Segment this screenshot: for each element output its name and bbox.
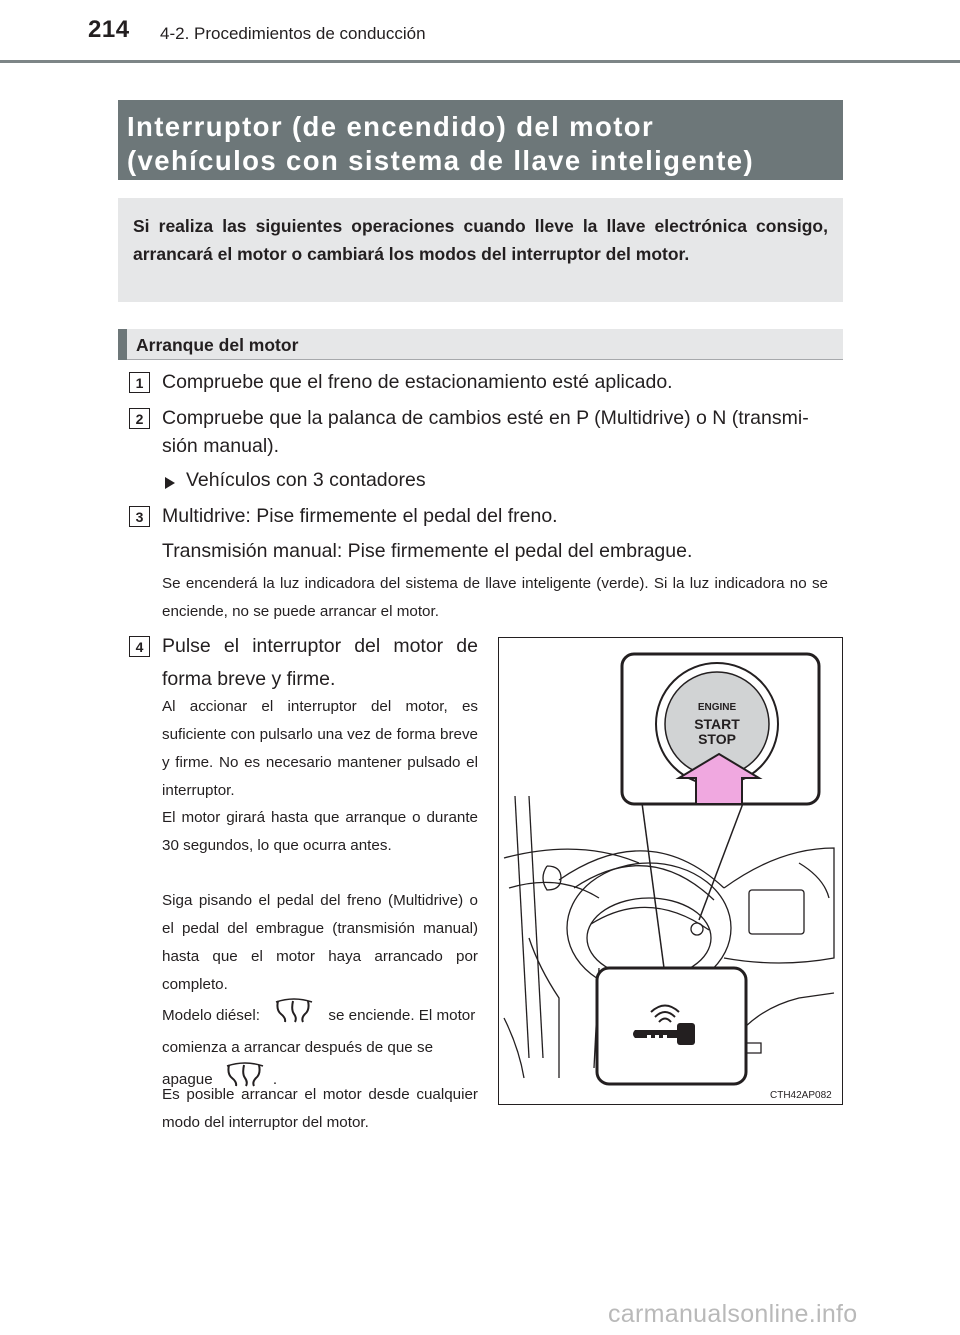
subheading: Arranque del motor	[136, 335, 299, 355]
step-2-line-2: sión manual).	[162, 435, 280, 457]
stop-label: STOP	[698, 731, 736, 747]
step-number-3: 3	[129, 506, 150, 527]
page-title	[127, 110, 842, 178]
step-3-line-1: Multidrive: Pise firmemente el pedal del freno.	[162, 505, 558, 527]
title-line-2: (vehículos con sistema de llave inteligente)	[127, 145, 755, 176]
glow-plug-indicator-icon	[272, 998, 316, 1034]
bullet-arrow-icon	[164, 476, 176, 495]
step-number-1: 1	[129, 372, 150, 393]
intro-text: Si realiza las siguientes operaciones cuando lleve la llave electrónica consigo, arrancará el motor o cambiará los modos del interruptor del motor.	[133, 216, 828, 264]
diesel-label: Modelo diésel:	[162, 1007, 260, 1025]
step-4-para-5: Es posible arrancar el motor desde cualquier modo del interruptor del motor.	[162, 1086, 478, 1131]
step-number-2: 2	[129, 408, 150, 429]
step-2-line-1: Compruebe que la palanca de cambios esté en P (Multidrive) o N (transmi-	[162, 407, 809, 429]
start-label: START	[694, 716, 740, 732]
title-line-1: Interruptor (de encendido) del motor	[127, 111, 655, 142]
watermark: carmanualsonline.info	[608, 1300, 858, 1328]
header-rule	[0, 60, 960, 63]
diesel-text-end: .	[272, 1071, 278, 1089]
step-4-para-1: Al accionar el interruptor del motor, es suficiente con pulsarlo una vez de forma breve y firme. No es necesario mantener pulsado el interruptor.	[162, 698, 478, 799]
step-3-line-2: Transmisión manual: Pise firmemente el pedal del embrague.	[162, 540, 693, 562]
step-4-para-2: El motor girará hasta que arranque o durante 30 segundos, lo que ocurra antes.	[162, 809, 478, 854]
engine-label: ENGINE	[697, 702, 737, 713]
dashboard-illustration	[499, 638, 841, 1103]
figure-frame	[498, 637, 843, 1105]
step-4-text: Pulse el interruptor del motor de forma breve y firme.	[162, 635, 478, 690]
step-4-para-3: Siga pisando el pedal del freno (Multidrive) o el pedal del embrague (transmisión manual) hasta que el motor haya arrancado por completo.	[162, 892, 478, 993]
step-3-note: Se encenderá la luz indicadora del sistema de llave inteligente (verde). Si la luz indicadora no se enciende, no se puede arrancar el motor.	[162, 575, 828, 620]
page-number: 214	[88, 16, 130, 43]
step-1-text: Compruebe que el freno de estacionamiento esté aplicado.	[162, 371, 673, 393]
figure-code: CTH42AP082	[770, 1090, 832, 1101]
bullet-text: Vehículos con 3 contadores	[186, 469, 426, 491]
diesel-text-1: se enciende. El motor comienza a arrancar después de que se apague	[162, 1007, 476, 1089]
section-reference: 4-2. Procedimientos de conducción	[160, 24, 426, 43]
step-number-4: 4	[129, 636, 150, 657]
subheading-accent	[118, 329, 127, 360]
